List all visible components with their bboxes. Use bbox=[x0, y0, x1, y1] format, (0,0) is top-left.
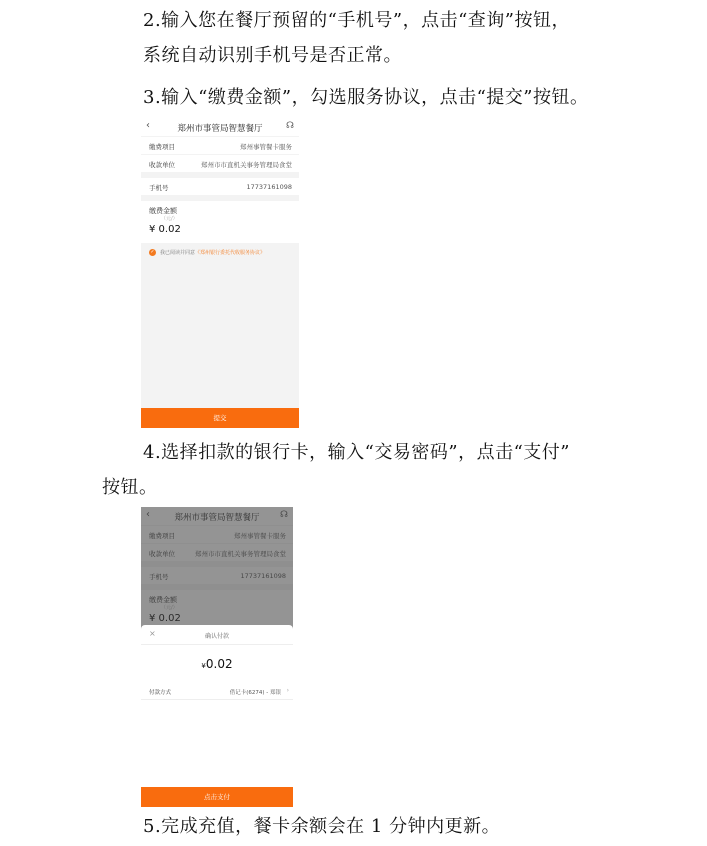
row-payee bbox=[141, 155, 299, 172]
step4-line2: 按钮。 bbox=[102, 477, 158, 498]
overlay-mask[interactable] bbox=[141, 507, 293, 632]
agree-text: 我已阅读并同意 bbox=[160, 250, 196, 256]
chevron-left-icon[interactable]: ‹ bbox=[146, 120, 150, 131]
phone-field[interactable] bbox=[141, 178, 299, 195]
submit-button[interactable]: 提交 bbox=[141, 408, 299, 428]
row-payment-item bbox=[141, 137, 299, 154]
close-icon[interactable]: × bbox=[149, 629, 156, 638]
pay-method-label: 付款方式 bbox=[149, 690, 172, 696]
check-icon[interactable]: ✓ bbox=[150, 249, 155, 255]
row-label: 收款单位 bbox=[149, 161, 175, 169]
app-header bbox=[141, 118, 299, 136]
step4-line1: 4.选择扣款的银行卡，输入“交易密码”，点击“支付” bbox=[143, 442, 570, 463]
step3-text: 3.输入“缴费金额”，勾选服务协议，点击“提交”按钮。 bbox=[143, 87, 589, 108]
amount-field[interactable] bbox=[141, 201, 299, 243]
payment-amount bbox=[141, 657, 293, 671]
currency-symbol: ¥ bbox=[201, 662, 206, 670]
step2-line2: 系统自动识别手机号是否正常。 bbox=[143, 45, 402, 66]
row-value: 郑州市市直机关事务管理局食堂 bbox=[201, 161, 292, 169]
step5-text: 5.完成充值，餐卡余额会在 1 分钟内更新。 bbox=[143, 816, 501, 837]
screenshot-payment-form bbox=[141, 118, 299, 428]
phone-value: 17737161098 bbox=[246, 183, 292, 191]
amount-value: ¥ 0.02 bbox=[149, 224, 181, 235]
step2-line1: 2.输入您在餐厅预留的“手机号”，点击“查询”按钮， bbox=[143, 10, 570, 31]
sheet-title: 确认付款 bbox=[204, 633, 229, 640]
amount-number: 0.02 bbox=[205, 657, 233, 671]
row-value: 郑州事管餐卡服务 bbox=[240, 143, 292, 151]
payment-sheet bbox=[141, 625, 293, 807]
agreement[interactable] bbox=[149, 249, 265, 256]
chevron-right-icon: › bbox=[286, 687, 289, 694]
pay-button[interactable]: 点击支付 bbox=[141, 787, 293, 807]
divider bbox=[141, 644, 293, 645]
payment-method-row[interactable] bbox=[141, 683, 293, 700]
agreement-link[interactable]: 《郑州银行委托代收服务协议》 bbox=[195, 250, 266, 256]
amount-label: 缴费金额 bbox=[149, 207, 177, 215]
headset-icon[interactable]: ☊ bbox=[286, 121, 294, 131]
pay-method-value: 借记卡(6274) - 郑银 bbox=[229, 690, 281, 696]
row-label: 缴费项目 bbox=[149, 143, 175, 151]
phone-label: 手机号 bbox=[149, 184, 169, 192]
screenshot-confirm-payment bbox=[141, 507, 293, 807]
app-title: 郑州市事管局智慧餐厅 bbox=[177, 124, 263, 134]
amount-unit: （元/） bbox=[161, 216, 178, 222]
